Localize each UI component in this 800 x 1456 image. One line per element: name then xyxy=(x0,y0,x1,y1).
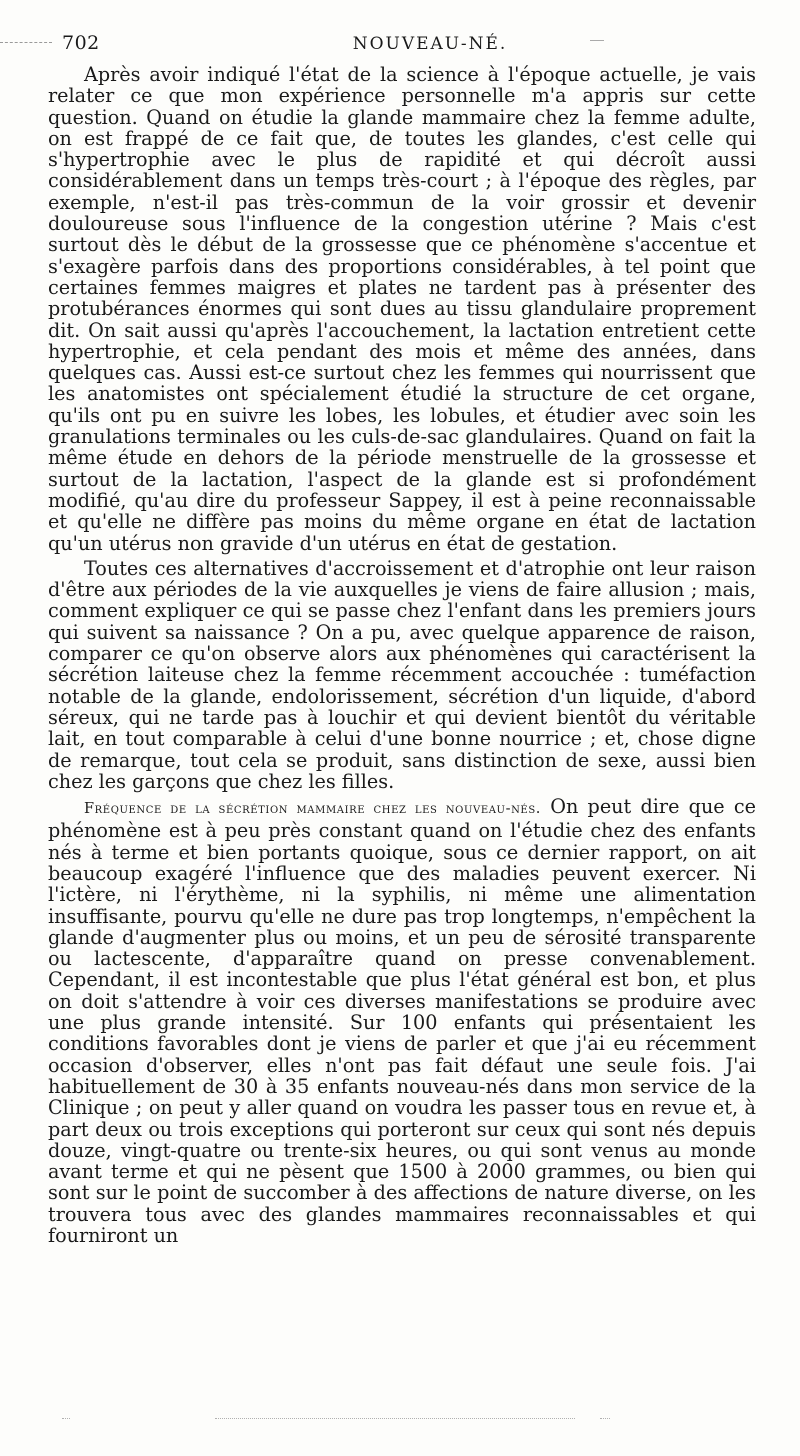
paragraph-2-text: Toutes ces alternatives d'accroissement et d'atrophie ont leur raison d'être aux périodes de la vie auxquelles je viens de faire allusion ; mais, comment expliquer ce qui se passe chez l'enfant dans les premiers jours qui suivent sa naissance ? On a pu, avec quelque apparence de raison, comparer ce qu'on observe alors aux phénomènes qui caractérisent la sécrétion laiteuse chez la femme récemment accouchée : tuméfaction notable de la glande, endolorissement, sécrétion d'un liquide, d'abord séreux, qui ne tarde pas à louchir et qui devient bientôt du véritable lait, en tout comparable à celui d'une bonne nourrice ; et, chose digne de remarque, tout cela se produit, sans distinction de sexe, aussi bien chez les garçons que chez les filles. xyxy=(48,556,756,793)
section-heading: Fréquence de la sécrétion mammaire chez les nouveau-nés. xyxy=(84,801,541,818)
paragraph-3 xyxy=(48,796,756,1246)
scan-mark xyxy=(600,1418,610,1419)
header-mark-right xyxy=(590,40,604,41)
running-head xyxy=(0,32,800,56)
body-text xyxy=(48,64,756,1250)
paragraph-3-text: On peut dire que ce phénomène est à peu près constant quand on l'étudie chez des enfants nés à terme et bien portants quoique, sous ce dernier rapport, on ait beaucoup exagéré l'influence que des maladies peuvent exercer. Ni l'ictère, ni l'érythème, ni la syphilis, ni même une alimentation insuffisante, pourvu qu'elle ne dure pas trop longtemps, n'empêchent la glande d'augmenter plus ou moins, et un peu de sérosité transparente ou lactescente, d'apparaître quand on presse convenablement. Cependant, il est incontestable que plus l'état général est bon, et plus on doit s'attendre à voir ces diverses manifestations se produire avec une plus grande intensité. Sur 100 enfants qui présentaient les conditions favorables dont je viens de parler et que j'ai eu récemment occasion d'observer, elles n'ont pas fait défaut une seule fois. J'ai habituellement de 30 à 35 enfants nouveau-nés dans mon service de la Clinique ; on peut y aller quand on voudra les passer tous en revue et, à part deux ou trois exceptions qui porteront sur ceux qui sont nés depuis douze, vingt-quatre ou trente-six heures, ou qui sont venus au monde avant terme et qui ne pèsent que 1500 à 2000 grammes, ou bien qui sont sur le point de succomber à des affections de nature diverse, on les trouvera tous avec des glandes mammaires reconnaissables et qui fourniront un xyxy=(48,795,756,1248)
page-number: 702 xyxy=(62,32,100,54)
scan-mark xyxy=(215,1418,575,1419)
paragraph-2 xyxy=(48,558,756,792)
scan-mark xyxy=(62,1418,70,1419)
paragraph-1-text: Après avoir indiqué l'état de la science à l'époque actuelle, je vais relater ce que mon expérience personnelle m'a appris sur cette question. Quand on étudie la glande mammaire chez la femme adulte, on est frappé de ce fait que, de toutes les glandes, c'est celle qui s'hypertrophie avec le plus de rapidité et qui décroît aussi considérablement dans un temps très-court ; à l'époque des règles, par exemple, n'est-il pas très-commun de la voir grossir et devenir douloureuse sous l'influence de la congestion utérine ? Mais c'est surtout dès le début de la grossesse que ce phénomène s'accentue et s'exagère parfois dans des proportions considérables, à tel point que certaines femmes maigres et plates ne tardent pas à présenter des protubérances énormes qui sont dues au tissu glandulaire proprement dit. On sait aussi qu'après l'accouchement, la lactation entretient cette hypertrophie, et cela pendant des mois et même des années, dans quelques cas. Aussi est-ce surtout chez les femmes qui nourrissent que les anatomistes ont spécialement étudié la structure de cet organe, qu'ils ont pu en suivre les lobes, les lobules, et étudier avec soin les granulations terminales ou les culs-de-sac glandulaires. Quand on fait la même étude en dehors de la période menstruelle de la grossesse et surtout de la lactation, l'aspect de la glande est si profondément modifié, qu'au dire du professeur Sappey, il est à peine reconnaissable et qu'elle ne diffère pas moins du même organe en état de lactation qu'un utérus non gravide d'un utérus en état de gestation. xyxy=(48,63,756,555)
running-title: NOUVEAU-NÉ. xyxy=(352,34,508,54)
bottom-scan-marks xyxy=(0,1418,800,1424)
paragraph-1 xyxy=(48,64,756,554)
